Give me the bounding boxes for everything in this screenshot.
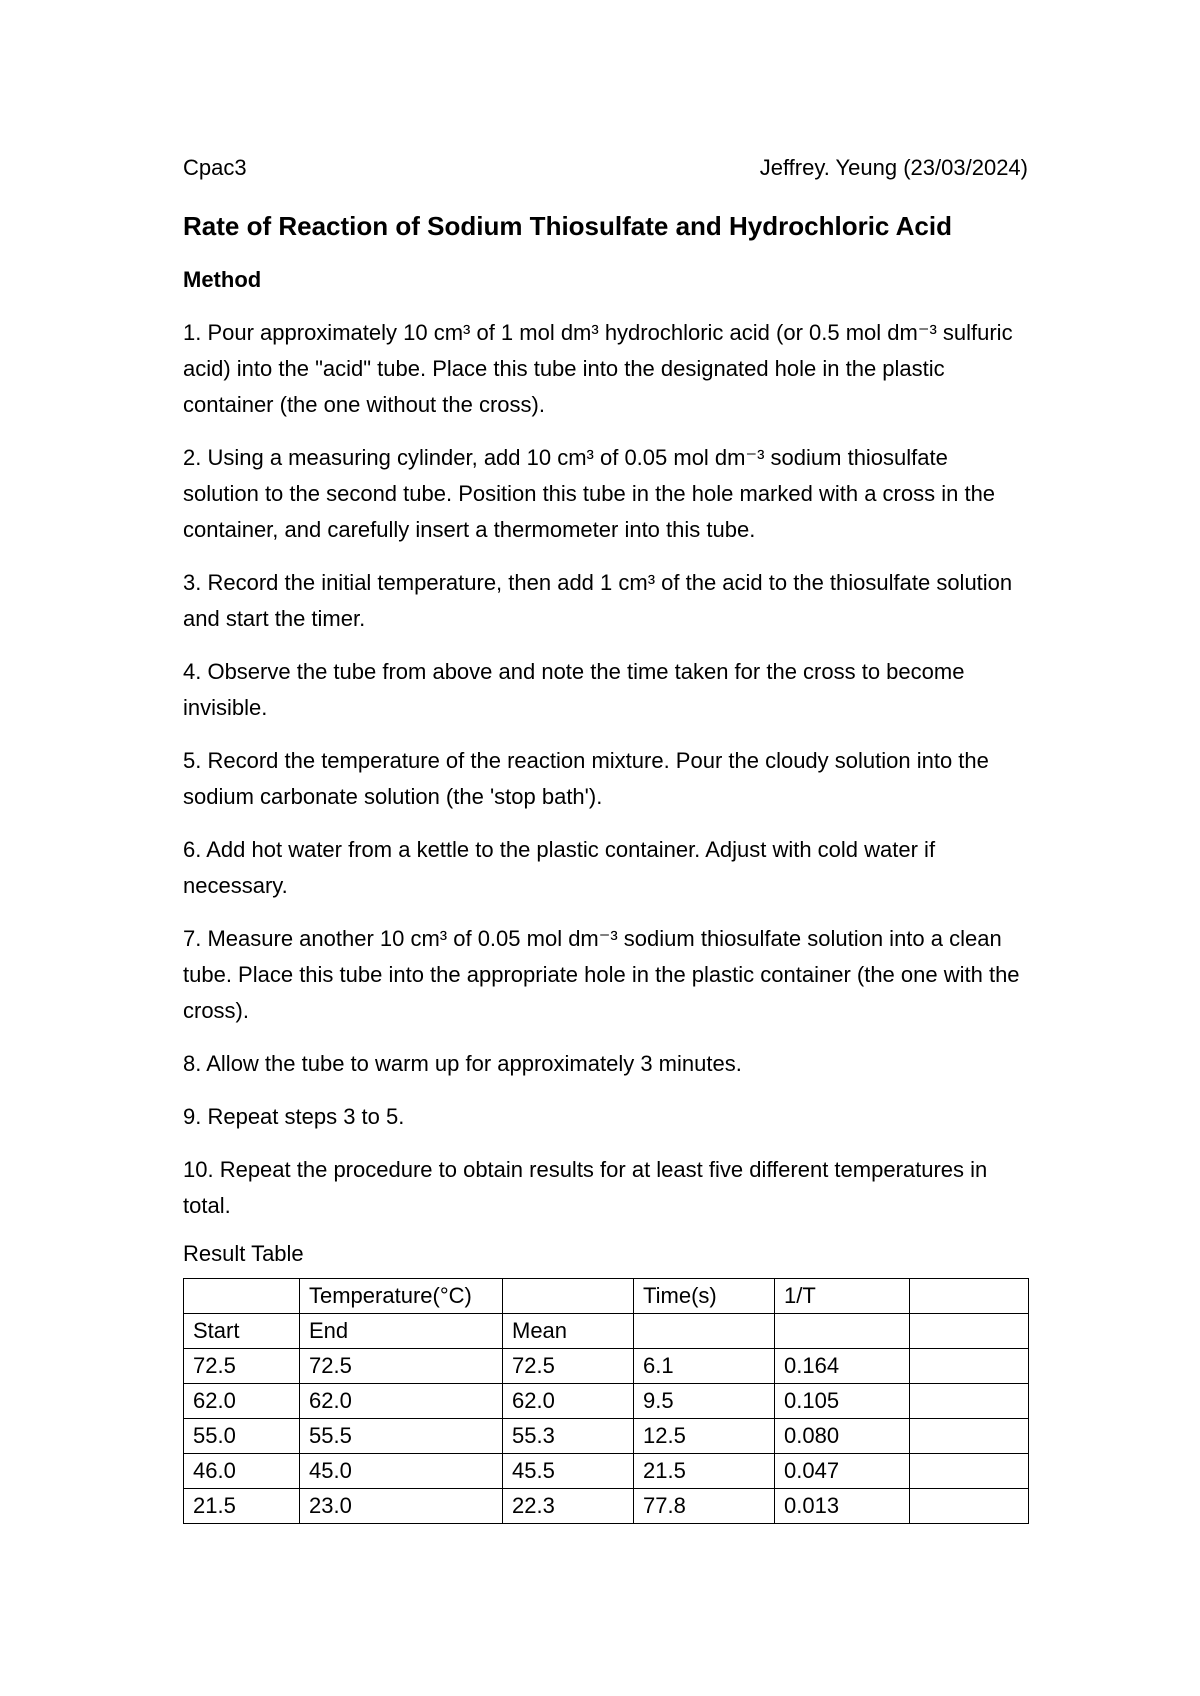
table-cell: 23.0 <box>300 1489 503 1524</box>
table-row <box>184 1419 1029 1454</box>
table-row <box>184 1384 1029 1419</box>
table-row <box>184 1454 1029 1489</box>
table-cell: 22.3 <box>503 1489 634 1524</box>
table-cell <box>910 1454 1029 1489</box>
method-step-3: 3. Record the initial temperature, then add 1 cm³ of the acid to the thiosulfate solution and start the timer. <box>183 570 1013 631</box>
table-cell: 0.164 <box>775 1349 910 1384</box>
table-row <box>184 1489 1029 1524</box>
table-cell: 55.3 <box>503 1419 634 1454</box>
table-header-cell <box>184 1279 300 1314</box>
table-header-cell: Temperature(°C) <box>300 1279 503 1314</box>
table-cell: 55.5 <box>300 1419 503 1454</box>
table-cell: 45.5 <box>503 1454 634 1489</box>
table-cell: 45.0 <box>300 1454 503 1489</box>
table-row <box>184 1349 1029 1384</box>
table-cell: 46.0 <box>184 1454 300 1489</box>
table-cell: 21.5 <box>634 1454 775 1489</box>
table-cell: 62.0 <box>503 1384 634 1419</box>
result-table <box>183 1278 1029 1524</box>
table-cell <box>910 1419 1029 1454</box>
table-cell: 12.5 <box>634 1419 775 1454</box>
method-step-1: 1. Pour approximately 10 cm³ of 1 mol dm³ hydrochloric acid (or 0.5 mol dm⁻³ sulfuric acid) into the "acid" tube. Place this tube into the designated hole in the plastic container (the one without the cross). <box>183 320 1013 417</box>
author-date: Jeffrey. Yeung (23/03/2024) <box>759 155 1028 180</box>
table-header-cell <box>775 1314 910 1349</box>
table-header-cell <box>910 1314 1029 1349</box>
method-step-8: 8. Allow the tube to warm up for approximately 3 minutes. <box>183 1051 742 1076</box>
table-header-cell: Mean <box>503 1314 634 1349</box>
table-cell: 77.8 <box>634 1489 775 1524</box>
result-table-caption: Result Table <box>183 1241 304 1266</box>
table-cell: 55.0 <box>184 1419 300 1454</box>
table-cell: 72.5 <box>184 1349 300 1384</box>
document-title: Rate of Reaction of Sodium Thiosulfate and Hydrochloric Acid <box>183 211 952 241</box>
table-cell <box>910 1384 1029 1419</box>
table-header-cell: End <box>300 1314 503 1349</box>
table-header-cell: Time(s) <box>634 1279 775 1314</box>
table-header-cell <box>910 1279 1029 1314</box>
table-cell: 9.5 <box>634 1384 775 1419</box>
table-cell: 6.1 <box>634 1349 775 1384</box>
document-page <box>183 152 1028 1524</box>
table-cell: 0.013 <box>775 1489 910 1524</box>
table-cell: 62.0 <box>300 1384 503 1419</box>
table-subheader-row <box>184 1314 1029 1349</box>
document-header <box>183 152 1028 184</box>
course-code: Cpac3 <box>183 155 247 180</box>
method-step-2: 2. Using a measuring cylinder, add 10 cm³ of 0.05 mol dm⁻³ sodium thiosulfate solution to the second tube. Position this tube in the hole marked with a cross in the container, and carefully insert a thermometer into this tube. <box>183 445 996 542</box>
method-step-7: 7. Measure another 10 cm³ of 0.05 mol dm⁻³ sodium thiosulfate solution into a clean tube. Place this tube into the appropriate hole in the plastic container (the one with the cross). <box>183 926 1020 1023</box>
table-cell: 72.5 <box>503 1349 634 1384</box>
table-cell: 0.080 <box>775 1419 910 1454</box>
table-cell: 0.105 <box>775 1384 910 1419</box>
table-header-cell: Start <box>184 1314 300 1349</box>
method-step-9: 9. Repeat steps 3 to 5. <box>183 1104 405 1129</box>
table-cell: 0.047 <box>775 1454 910 1489</box>
table-cell: 62.0 <box>184 1384 300 1419</box>
table-header-cell <box>634 1314 775 1349</box>
table-cell <box>910 1489 1029 1524</box>
table-header-cell: 1/T <box>775 1279 910 1314</box>
table-cell: 72.5 <box>300 1349 503 1384</box>
method-steps <box>183 315 1028 1224</box>
method-step-5: 5. Record the temperature of the reaction mixture. Pour the cloudy solution into the sodium carbonate solution (the 'stop bath'). <box>183 748 989 809</box>
table-header-row <box>184 1279 1029 1314</box>
method-step-4: 4. Observe the tube from above and note the time taken for the cross to become invisible. <box>183 659 965 720</box>
table-cell <box>910 1349 1029 1384</box>
table-header-cell <box>503 1279 634 1314</box>
table-cell: 21.5 <box>184 1489 300 1524</box>
method-heading: Method <box>183 267 262 292</box>
method-step-10: 10. Repeat the procedure to obtain results for at least five different temperatures in total. <box>183 1157 988 1218</box>
method-step-6: 6. Add hot water from a kettle to the plastic container. Adjust with cold water if necessary. <box>183 837 936 898</box>
